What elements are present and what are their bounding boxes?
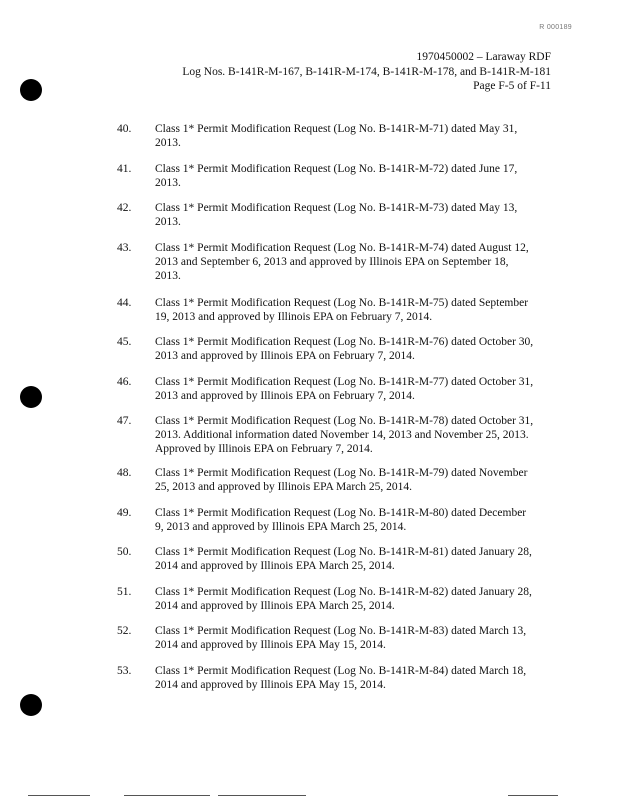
header-facility: 1970450002 – Laraway RDF <box>416 51 551 63</box>
header-log-numbers: Log Nos. B-141R-M-167, B-141R-M-174, B-141R-M-178, and B-141R-M-181 <box>182 65 551 78</box>
list-item-text <box>155 201 555 229</box>
list-item <box>0 241 618 296</box>
list-item-text <box>155 664 555 692</box>
list-item-text-line: 2014 and approved by Illinois EPA May 15, 2014. <box>155 639 386 651</box>
list-item <box>0 545 618 585</box>
list-item-number: 48. <box>117 467 132 479</box>
bates-stamp: R 000189 <box>539 24 572 31</box>
list-item-number: 44. <box>117 296 132 309</box>
list-item-text-line: Class 1* Permit Modification Request (Log No. B-141R-M-74) dated August 12, <box>155 241 529 254</box>
list-item-text-line: 2013 and September 6, 2013 and approved by Illinois EPA on September 18, <box>155 255 509 268</box>
list-item-text-line: Class 1* Permit Modification Request (Log No. B-141R-M-78) dated October 31, <box>155 415 534 427</box>
list-item-text <box>155 296 555 324</box>
list-item <box>0 162 618 202</box>
list-item <box>0 585 618 625</box>
list-item-text-line: 9, 2013 and approved by Illinois EPA March 25, 2014. <box>155 520 407 533</box>
list-item-text-line: Class 1* Permit Modification Request (Log No. B-141R-M-81) dated January 28, <box>155 546 532 558</box>
list-item <box>0 122 618 162</box>
list-item <box>0 664 618 704</box>
punch-hole-mark <box>20 79 42 101</box>
list-item-text <box>155 241 555 283</box>
list-item <box>0 375 618 415</box>
list-item-text-line: 2013. <box>155 137 181 149</box>
list-item-text <box>155 506 555 534</box>
list-item-number: 47. <box>117 415 132 427</box>
header-page-number: Page F-5 of F-11 <box>473 80 551 92</box>
list-item-number: 49. <box>117 506 132 519</box>
list-item <box>0 624 618 664</box>
list-item-text <box>155 585 555 613</box>
list-item-text-line: Class 1* Permit Modification Request (Log No. B-141R-M-72) dated June 17, <box>155 162 518 175</box>
list-item-text <box>155 466 555 494</box>
list-item-text-line: Approved by Illinois EPA on February 7, 2014. <box>155 443 373 455</box>
list-item-number: 50. <box>117 546 132 558</box>
list-item-text-line: 25, 2013 and approved by Illinois EPA March 25, 2014. <box>155 481 413 493</box>
list-item-number: 45. <box>117 336 132 348</box>
list-item-text <box>155 122 555 150</box>
page-header <box>182 50 551 94</box>
list-item-text-line: 2013. <box>155 216 181 228</box>
list-item-text <box>155 162 555 190</box>
list-item-text-line: 2014 and approved by Illinois EPA May 15, 2014. <box>155 678 386 691</box>
list-item-number: 41. <box>117 162 132 175</box>
list-item-text-line: Class 1* Permit Modification Request (Log No. B-141R-M-73) dated May 13, <box>155 202 518 214</box>
list-item-text <box>155 375 555 403</box>
list-item-text-line: Class 1* Permit Modification Request (Log No. B-141R-M-76) dated October 30, <box>155 336 534 348</box>
list-item-text-line: Class 1* Permit Modification Request (Log No. B-141R-M-82) dated January 28, <box>155 585 532 598</box>
list-item-text-line: 2013. Additional information dated November 14, 2013 and November 25, 2013. <box>155 429 529 441</box>
list-item-text-line: 2014 and approved by Illinois EPA March 25, 2014. <box>155 560 395 572</box>
list-item <box>0 296 618 336</box>
list-item-text <box>155 414 555 456</box>
list-item <box>0 466 618 506</box>
list-item-text <box>155 624 555 652</box>
list-item-text <box>155 335 555 363</box>
list-item-number: 51. <box>117 585 132 598</box>
list-item-text-line: Class 1* Permit Modification Request (Log No. B-141R-M-84) dated March 18, <box>155 664 527 677</box>
list-item-text-line: 2013. <box>155 176 181 189</box>
modification-request-list <box>0 122 618 703</box>
footer-rule <box>28 795 90 796</box>
list-item-text-line: 2013 and approved by Illinois EPA on February 7, 2014. <box>155 389 415 402</box>
list-item-number: 40. <box>117 123 132 135</box>
list-item-text-line: Class 1* Permit Modification Request (Log No. B-141R-M-83) dated March 13, <box>155 625 527 637</box>
list-item-number: 46. <box>117 375 132 388</box>
list-item <box>0 201 618 241</box>
list-item-text-line: 2014 and approved by Illinois EPA March 25, 2014. <box>155 599 395 612</box>
list-item-text-line: Class 1* Permit Modification Request (Log No. B-141R-M-80) dated December <box>155 506 527 519</box>
list-item <box>0 335 618 375</box>
footer-rule <box>218 795 306 796</box>
list-item-text-line: 2013. <box>155 269 181 282</box>
list-item <box>0 414 618 466</box>
list-item-number: 43. <box>117 241 132 254</box>
footer-rule <box>124 795 210 796</box>
list-item-text-line: Class 1* Permit Modification Request (Log No. B-141R-M-75) dated September <box>155 296 529 309</box>
list-item <box>0 506 618 546</box>
list-item-number: 42. <box>117 202 132 214</box>
list-item-text-line: 2013 and approved by Illinois EPA on February 7, 2014. <box>155 350 415 362</box>
footer-rule <box>508 795 558 796</box>
list-item-number: 53. <box>117 664 132 677</box>
list-item-text-line: Class 1* Permit Modification Request (Log No. B-141R-M-79) dated November <box>155 467 528 479</box>
list-item-text-line: Class 1* Permit Modification Request (Log No. B-141R-M-77) dated October 31, <box>155 375 534 388</box>
list-item-number: 52. <box>117 625 132 637</box>
list-item-text-line: Class 1* Permit Modification Request (Log No. B-141R-M-71) dated May 31, <box>155 123 518 135</box>
list-item-text <box>155 545 555 573</box>
list-item-text-line: 19, 2013 and approved by Illinois EPA on February 7, 2014. <box>155 310 433 323</box>
